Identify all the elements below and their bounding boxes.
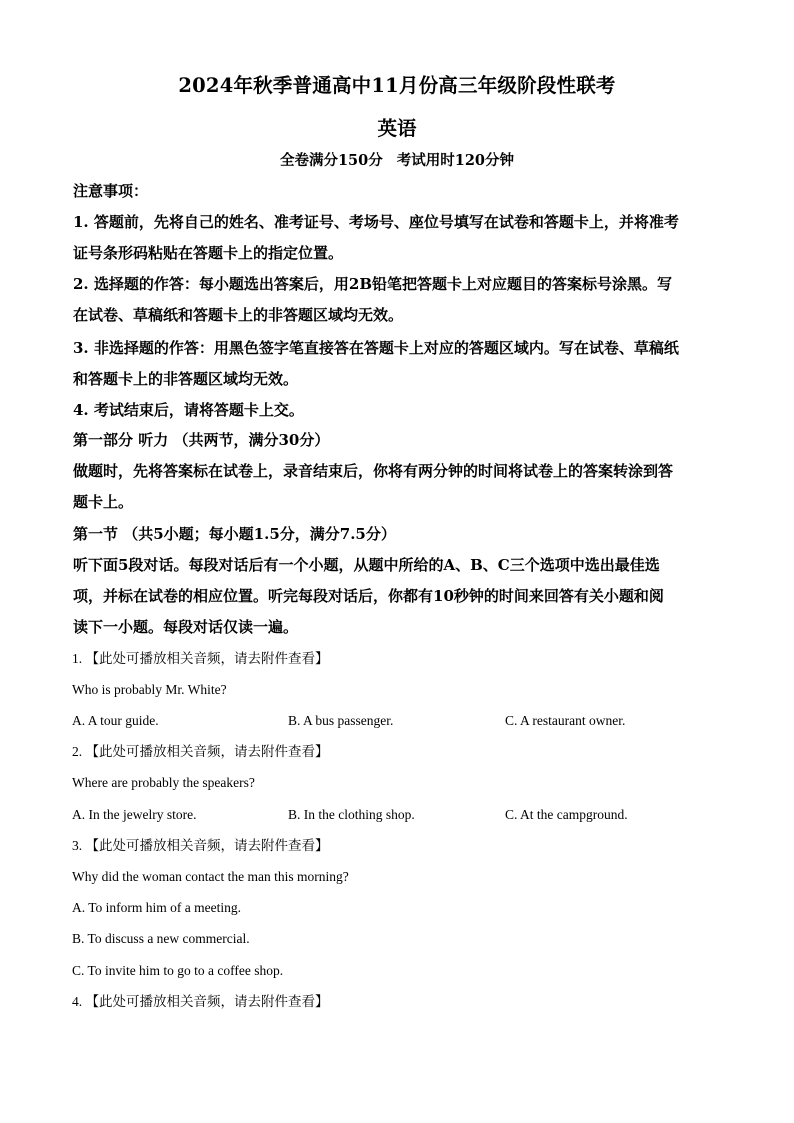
section1-instruction: 项，并标在试卷的相应位置。听完每段对话后，你都有10秒钟的时间来回答有关小题和阅 <box>73 587 664 605</box>
option-a: A. To inform him of a meeting. <box>72 900 242 915</box>
notice-line: 证号条形码粘贴在答题卡上的指定位置。 <box>73 244 344 262</box>
question-text: Who is probably Mr. White? <box>72 682 227 697</box>
question-text: Where are probably the speakers? <box>72 775 255 790</box>
exam-title: 2024年秋季普通高中11月份高三年级阶段性联考 <box>178 74 616 97</box>
option-c: C. At the campground. <box>505 807 628 822</box>
exam-meta <box>0 149 794 170</box>
exam-duration: 考试用时120分钟 <box>396 152 515 169</box>
notice-line: 在试卷、草稿纸和答题卡上的非答题区域均无效。 <box>73 306 404 324</box>
audio-placeholder-link[interactable]: 3. 【此处可播放相关音频，请去附件查看】 <box>72 838 329 853</box>
notice-line: 3. 非选择题的作答：用黑色签字笔直接答在答题卡上对应的答题区域内。写在试卷、草稿纸 <box>73 339 679 357</box>
notice-line: 和答题卡上的非答题区域均无效。 <box>73 370 299 388</box>
part1-instruction: 题卡上。 <box>73 493 134 511</box>
notice-line: 1. 答题前，先将自己的姓名、准考证号、考场号、座位号填写在试卷和答题卡上，并将准考 <box>73 213 679 231</box>
part1-instruction: 做题时，先将答案标在试卷上，录音结束后，你将有两分钟的时间将试卷上的答案转涂到答 <box>73 462 674 480</box>
option-c: C. A restaurant owner. <box>505 713 626 728</box>
full-score: 全卷满分150分 <box>279 152 383 169</box>
part1-heading: 第一部分 听力 （共两节，满分30分） <box>73 431 330 449</box>
notice-heading: 注意事项： <box>73 182 149 200</box>
option-a: A. A tour guide. <box>72 713 159 728</box>
subject-title: 英语 <box>377 117 417 140</box>
audio-placeholder-link[interactable]: 2. 【此处可播放相关音频，请去附件查看】 <box>72 744 329 759</box>
section1-heading: 第一节 （共5小题；每小题1.5分，满分7.5分） <box>73 525 396 543</box>
option-a: A. In the jewelry store. <box>72 807 197 822</box>
option-b: B. A bus passenger. <box>288 713 394 728</box>
option-b: B. In the clothing shop. <box>288 807 415 822</box>
audio-placeholder-link[interactable]: 1. 【此处可播放相关音频，请去附件查看】 <box>72 651 329 666</box>
audio-placeholder-link[interactable]: 4. 【此处可播放相关音频，请去附件查看】 <box>72 994 329 1009</box>
option-b: B. To discuss a new commercial. <box>72 931 250 946</box>
question-text: Why did the woman contact the man this morning? <box>72 869 349 884</box>
section1-instruction: 听下面5段对话。每段对话后有一个小题，从题中所给的A、B、C三个选项中选出最佳选 <box>73 556 660 574</box>
section1-instruction: 读下一小题。每段对话仅读一遍。 <box>73 618 299 636</box>
notice-line: 4. 考试结束后，请将答题卡上交。 <box>73 401 304 419</box>
notice-line: 2. 选择题的作答：每小题选出答案后，用2B铅笔把答题卡上对应题目的答案标号涂黑。写 <box>73 275 673 293</box>
option-c: C. To invite him to go to a coffee shop. <box>72 963 284 978</box>
